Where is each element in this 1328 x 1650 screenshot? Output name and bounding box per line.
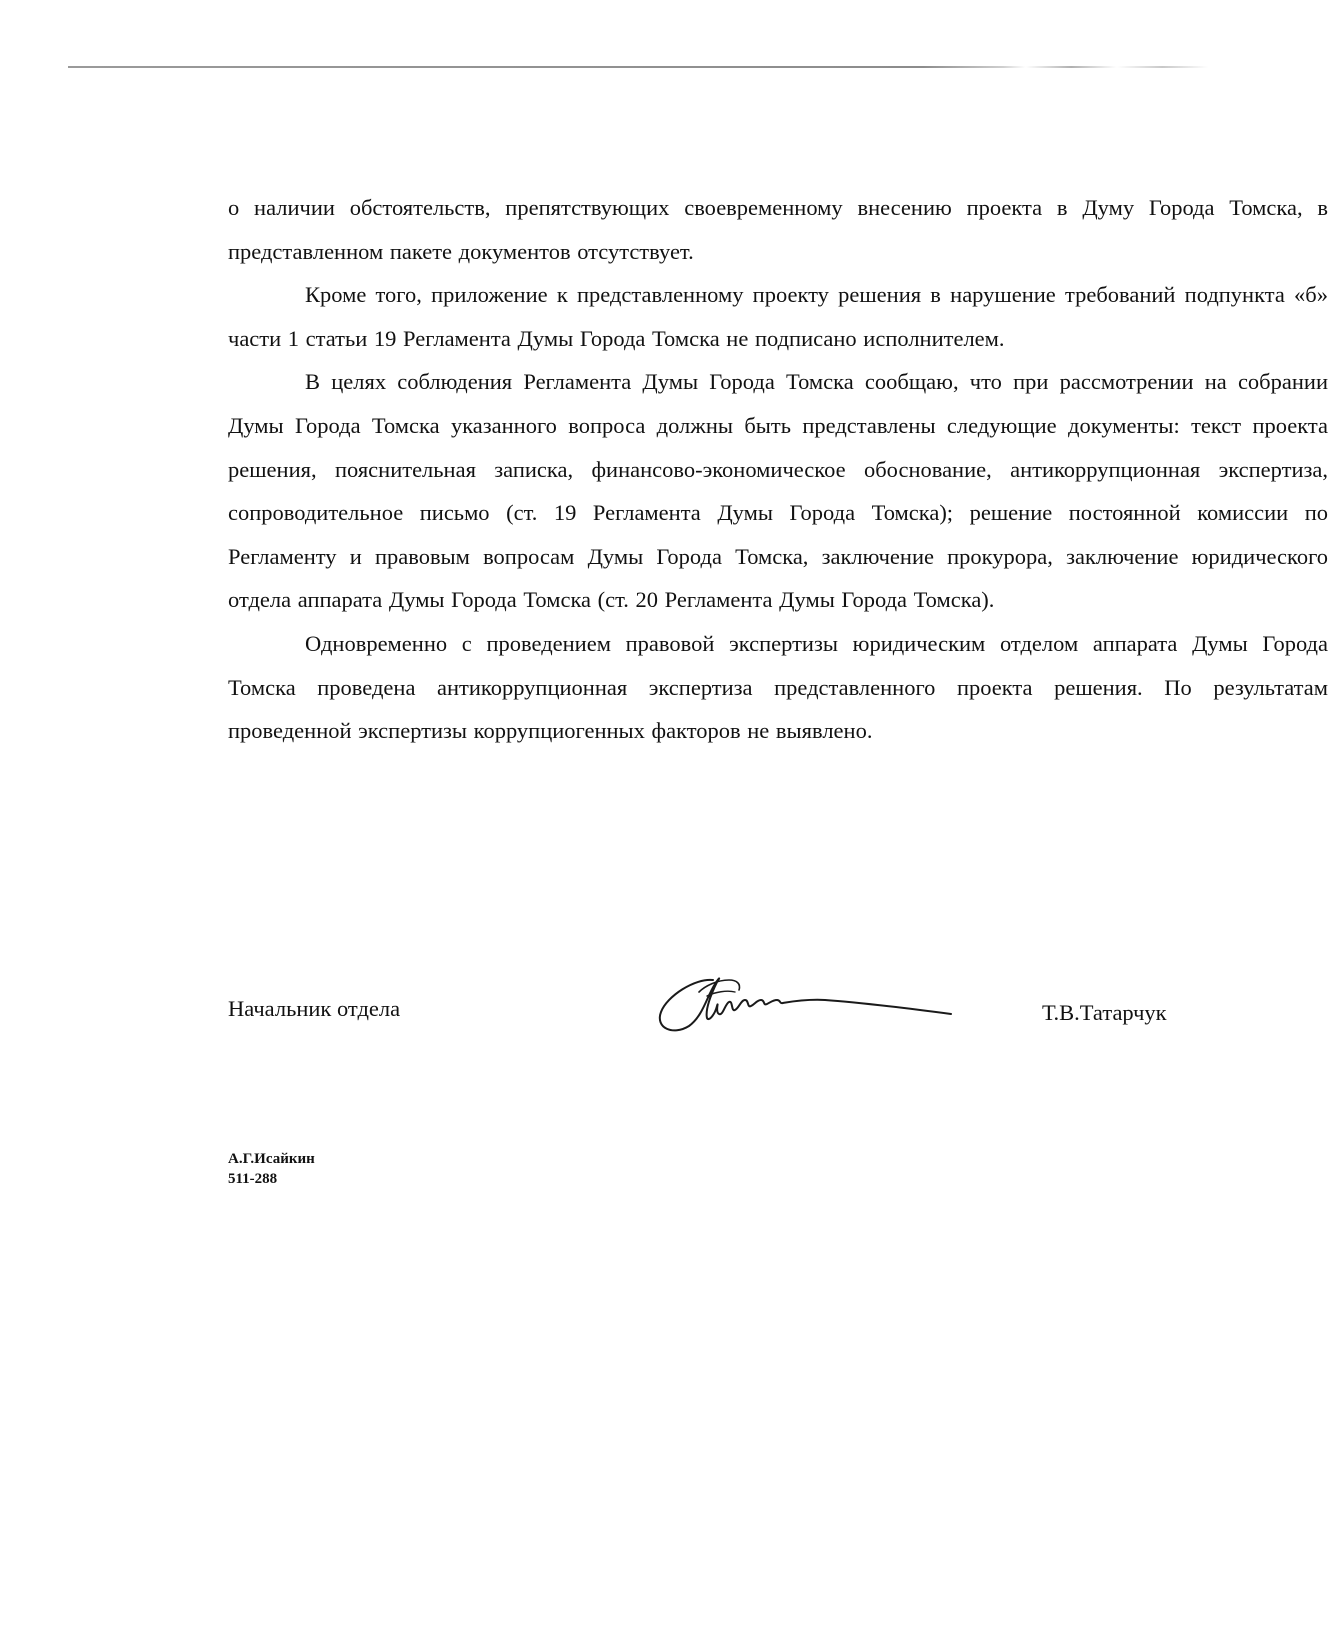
letter-body	[228, 186, 1328, 753]
paragraph-anticorruption-expertise: Одновременно с проведением правовой экспертизы юридическим отделом аппарата Думы Города Томска проведена антикоррупционная экспертиза представленного проекта решения. По результатам проведенной экспертизы коррупциогенных факторов не выявлено.	[228, 630, 1328, 744]
paragraph-unsigned-annex: Кроме того, приложение к представленному проекту решения в нарушение требований подпункта «б» части 1 статьи 19 Регламента Думы Города Томска не подписано исполнителем.	[228, 282, 1328, 351]
paragraph-required-documents: В целях соблюдения Регламента Думы Города Томска сообщаю, что при рассмотрении на собрании Думы Города Томска указанного вопроса должны быть представлены следующие документы: текст проекта решения, пояснительная записка, финансово-экономическое обоснование, антикоррупционная экспертиза, сопроводительное письмо (ст. 19 Регламента Думы Города Томска); решение постоянной комиссии по Регламенту и правовым вопросам Думы Города Томска, заключение прокурора, заключение юридического отдела аппарата Думы Города Томска (ст. 20 Регламента Думы Города Томска).	[228, 369, 1328, 613]
handwritten-signature	[655, 966, 955, 1038]
executor-name: А.Г.Исайкин	[228, 1151, 315, 1167]
executor-info	[228, 1149, 315, 1189]
executor-phone: 511-288	[228, 1171, 278, 1187]
paragraph-continuation: о наличии обстоятельств, препятствующих своевременному внесению проекта в Думу Города Томска, в представленном пакете документов отсутствует.	[228, 195, 1328, 264]
signatory-name: Т.В.Татарчук	[1042, 1000, 1167, 1025]
signatory-title: Начальник отдела	[228, 996, 401, 1021]
